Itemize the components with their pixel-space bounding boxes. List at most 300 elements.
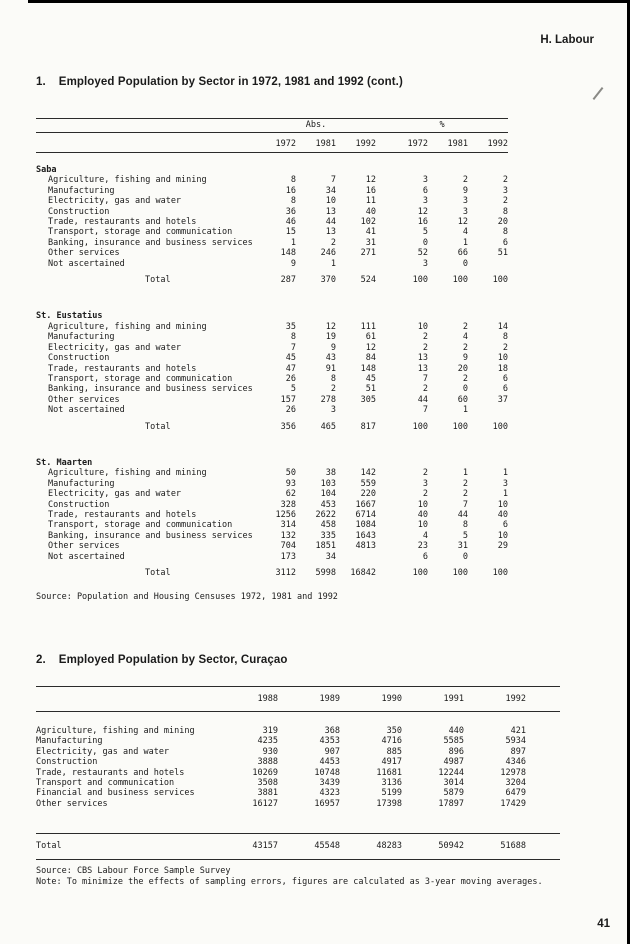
total-pct-1992: 100: [492, 568, 508, 578]
cell-abs-1992: 1667: [355, 499, 376, 510]
table-row: [36, 175, 508, 185]
cell-abs-1981: 19: [325, 332, 336, 343]
cell-abs-1981: 10: [325, 196, 336, 207]
row-label: Other services: [48, 248, 120, 259]
total-1992: 51688: [500, 841, 526, 852]
cell-abs-1992: 12: [365, 175, 376, 186]
row-label: Transport and communication: [36, 778, 175, 789]
cell-1988: 3881: [257, 788, 278, 799]
table2-rule-bottom: [36, 859, 560, 860]
cell-abs-1981: 104: [320, 489, 336, 500]
cell-abs-1972: 36: [285, 206, 296, 217]
table1-group-header-row: [36, 119, 508, 132]
cell-abs-1972: 26: [285, 405, 296, 416]
table-row: [36, 531, 508, 541]
cell-abs-1981: 44: [325, 217, 336, 228]
cell-pct-1972: 5: [422, 227, 428, 238]
cell-pct-1981: 31: [457, 541, 468, 552]
cell-1992: 17429: [500, 798, 526, 809]
cell-pct-1992: 1: [502, 468, 508, 479]
year-header-abs-1972: 1972: [275, 139, 296, 149]
cell-abs-1992: 271: [360, 248, 376, 259]
cell-1991: 12244: [438, 767, 464, 778]
cell-abs-1972: 9: [290, 258, 296, 269]
cell-pct-1992: 40: [497, 509, 508, 520]
row-label: Agriculture, fishing and mining: [48, 468, 207, 479]
cell-pct-1972: 7: [422, 405, 428, 416]
year-header-abs-1992: 1992: [355, 139, 376, 149]
year-header-abs-1981: 1981: [315, 139, 336, 149]
cell-abs-1992: 31: [365, 237, 376, 248]
cell-abs-1972: 1: [290, 237, 296, 248]
cell-pct-1972: 6: [422, 551, 428, 562]
table-row: [36, 500, 508, 510]
cell-abs-1981: 9: [330, 342, 336, 353]
cell-abs-1992: [336, 552, 376, 562]
row-label: Trade, restaurants and hotels: [48, 509, 197, 520]
cell-abs-1972: 704: [280, 541, 296, 552]
row-label: Agriculture, fishing and mining: [36, 726, 195, 736]
spacer-cell: [36, 119, 256, 132]
total-label: Total: [145, 275, 171, 286]
cell-1989: 10748: [314, 767, 340, 778]
row-label: Transport, storage and communication: [48, 373, 233, 384]
year-header-1988: 1988: [257, 694, 278, 704]
cell-abs-1992: 1643: [355, 530, 376, 541]
total-pct-1972: 100: [412, 568, 428, 578]
section-rows: [36, 322, 508, 416]
cell-abs-1981: 1: [330, 258, 336, 269]
cell-pct-1981: 1: [462, 405, 468, 416]
row-label: Manufacturing: [48, 478, 115, 489]
cell-abs-1981: 91: [325, 363, 336, 374]
cell-pct-1981: 2: [462, 321, 468, 332]
total-abs-1981: 370: [320, 275, 336, 286]
table-row: [36, 799, 526, 809]
total-1989: 45548: [314, 841, 340, 852]
cell-pct-1992: 37: [497, 394, 508, 405]
island-section: [36, 311, 508, 431]
table-row: [36, 384, 508, 394]
cell-pct-1992: 3: [502, 185, 508, 196]
table-row: [36, 405, 508, 415]
year-header-1990: 1990: [381, 694, 402, 704]
cell-abs-1972: 5: [290, 384, 296, 395]
row-label: Banking, insurance and business services: [48, 384, 253, 395]
table-row: [36, 541, 508, 551]
table1-title: [36, 76, 403, 88]
cell-abs-1981: 2622: [315, 509, 336, 520]
cell-pct-1992: 10: [497, 530, 508, 541]
cell-pct-1992: 20: [497, 217, 508, 228]
cell-1989: 907: [324, 746, 340, 757]
spacer-cell: [36, 136, 256, 152]
table-row: [36, 217, 508, 227]
cell-abs-1972: 47: [285, 363, 296, 374]
cell-abs-1972: 35: [285, 321, 296, 332]
total-abs-1972: 3112: [275, 568, 296, 578]
cell-abs-1972: 45: [285, 353, 296, 364]
total-abs-1992: 817: [360, 421, 376, 432]
cell-pct-1981: 1: [462, 237, 468, 248]
cell-pct-1992: 10: [497, 499, 508, 510]
total-1990: 48283: [376, 841, 402, 852]
row-label: Electricity, gas and water: [48, 342, 182, 353]
cell-abs-1981: 103: [320, 478, 336, 489]
cell-pct-1972: 6: [422, 185, 428, 196]
total-abs-1972: 287: [280, 275, 296, 286]
cell-pct-1992: 14: [497, 321, 508, 332]
cell-1992: 6479: [505, 788, 526, 799]
row-label: Construction: [48, 353, 110, 364]
cell-1992: 897: [510, 746, 526, 757]
cell-pct-1981: 3: [462, 196, 468, 207]
row-label: Manufacturing: [48, 332, 115, 343]
cell-abs-1981: 34: [325, 551, 336, 562]
island-section: [36, 165, 508, 285]
year-header-pct-1992: 1992: [487, 139, 508, 149]
cell-pct-1972: 3: [422, 478, 428, 489]
table1-body: [36, 153, 508, 578]
table2-rule-total-top: [36, 833, 560, 834]
cell-abs-1981: 453: [320, 499, 336, 510]
cell-1989: 4323: [319, 788, 340, 799]
cell-pct-1981: 0: [462, 551, 468, 562]
total-abs-1981: 5998: [315, 568, 336, 578]
cell-1988: 10269: [252, 767, 278, 778]
table1-source: Source: Population and Housing Censuses 1972, 1981 and 1992: [36, 592, 338, 602]
section-rows: [36, 468, 508, 562]
cell-1990: 3136: [381, 778, 402, 789]
cell-abs-1992: 220: [360, 489, 376, 500]
cell-pct-1972: 3: [422, 196, 428, 207]
cell-abs-1992: 40: [365, 206, 376, 217]
table-row: [36, 788, 526, 798]
table-row: [36, 227, 508, 237]
cell-pct-1992: 2: [502, 175, 508, 186]
cell-pct-1972: 2: [422, 384, 428, 395]
cell-1990: 350: [386, 726, 402, 736]
cell-pct-1972: 10: [417, 321, 428, 332]
cell-abs-1972: 8: [290, 332, 296, 343]
cell-abs-1992: 11: [365, 196, 376, 207]
cell-pct-1981: 2: [462, 489, 468, 500]
total-abs-1981: 465: [320, 421, 336, 432]
row-label: Manufacturing: [36, 736, 103, 747]
cell-abs-1972: 62: [285, 489, 296, 500]
cell-pct-1992: 3: [502, 478, 508, 489]
table-row: [36, 353, 508, 363]
cell-pct-1992: [468, 259, 508, 269]
cell-pct-1992: 6: [502, 237, 508, 248]
cell-abs-1972: 26: [285, 373, 296, 384]
cell-pct-1981: 9: [462, 185, 468, 196]
abs-group-header: Abs.: [305, 120, 327, 130]
cell-abs-1981: 278: [320, 394, 336, 405]
total-1991: 50942: [438, 841, 464, 852]
row-label: Construction: [48, 499, 110, 510]
cell-abs-1981: 43: [325, 353, 336, 364]
total-pct-1992: 100: [492, 275, 508, 286]
cell-pct-1981: 5: [462, 530, 468, 541]
table-row: [36, 259, 508, 269]
cell-abs-1992: [336, 259, 376, 269]
cell-abs-1992: [336, 405, 376, 415]
cell-1992: 12978: [500, 767, 526, 778]
cell-abs-1992: 12: [365, 342, 376, 353]
row-label: Trade, restaurants and hotels: [48, 363, 197, 374]
cell-pct-1992: [468, 405, 508, 415]
cell-abs-1992: 111: [360, 321, 376, 332]
cell-pct-1992: 6: [502, 373, 508, 384]
table2-body: [36, 712, 560, 809]
cell-abs-1992: 84: [365, 353, 376, 364]
table-row: [36, 186, 508, 196]
row-label: Not ascertained: [48, 405, 125, 416]
cell-1991: 5585: [443, 736, 464, 747]
cell-abs-1992: 1084: [355, 520, 376, 531]
cell-1992: 4346: [505, 757, 526, 768]
table-row: [36, 322, 508, 332]
year-header-pct-1972: 1972: [407, 139, 428, 149]
total-pct-1981: 100: [452, 421, 468, 432]
row-label: Not ascertained: [48, 551, 125, 562]
table1-number: 1.: [36, 76, 46, 88]
table2-title-text: Employed Population by Sector, Curaçao: [58, 654, 288, 666]
table-row: [36, 332, 508, 342]
total-pct-1981: 100: [452, 275, 468, 286]
row-label: Trade, restaurants and hotels: [36, 767, 185, 778]
year-header-pct-1981: 1981: [447, 139, 468, 149]
cell-abs-1992: 102: [360, 217, 376, 228]
cell-pct-1972: 40: [417, 509, 428, 520]
cell-1989: 4353: [319, 736, 340, 747]
cell-pct-1981: 4: [462, 332, 468, 343]
cell-pct-1972: 2: [422, 468, 428, 479]
cell-abs-1981: 13: [325, 206, 336, 217]
cell-pct-1992: 18: [497, 363, 508, 374]
cell-1989: 4453: [319, 757, 340, 768]
cell-pct-1972: 0: [422, 237, 428, 248]
total-pct-1992: 100: [492, 421, 508, 432]
total-row: [36, 422, 508, 432]
cell-pct-1972: 13: [417, 353, 428, 364]
cell-abs-1992: 4813: [355, 541, 376, 552]
cell-pct-1992: 8: [502, 227, 508, 238]
cell-1988: 3508: [257, 778, 278, 789]
cell-pct-1981: 8: [462, 520, 468, 531]
cell-pct-1981: 2: [462, 175, 468, 186]
row-label: Banking, insurance and business services: [48, 237, 253, 248]
table2-source: Source: CBS Labour Force Sample Survey: [36, 866, 231, 876]
cell-pct-1981: 1: [462, 468, 468, 479]
cell-pct-1981: 0: [462, 258, 468, 269]
cell-abs-1972: 46: [285, 217, 296, 228]
table-row: [36, 248, 508, 258]
cell-abs-1981: 7: [330, 175, 336, 186]
cell-pct-1992: 29: [497, 541, 508, 552]
cell-abs-1981: 34: [325, 185, 336, 196]
cell-abs-1992: 148: [360, 363, 376, 374]
cell-pct-1992: [468, 552, 508, 562]
cell-pct-1981: 2: [462, 373, 468, 384]
cell-abs-1981: 2: [330, 237, 336, 248]
table2-number: 2.: [36, 654, 46, 666]
cell-1988: 4235: [257, 736, 278, 747]
cell-abs-1981: 335: [320, 530, 336, 541]
cell-pct-1972: 52: [417, 248, 428, 259]
cell-pct-1992: 6: [502, 384, 508, 395]
section-name: St. Eustatius: [36, 311, 103, 322]
cell-pct-1992: 1: [502, 489, 508, 500]
cell-1990: 4917: [381, 757, 402, 768]
cell-abs-1992: 16: [365, 185, 376, 196]
cell-pct-1972: 10: [417, 499, 428, 510]
cell-pct-1972: 2: [422, 489, 428, 500]
cell-abs-1972: 50: [285, 468, 296, 479]
cell-pct-1992: 8: [502, 206, 508, 217]
cell-pct-1972: 13: [417, 363, 428, 374]
cell-pct-1992: 2: [502, 196, 508, 207]
cell-pct-1972: 4: [422, 530, 428, 541]
cell-abs-1992: 45: [365, 373, 376, 384]
row-label: Construction: [48, 206, 110, 217]
cell-abs-1972: 7: [290, 342, 296, 353]
cell-1990: 885: [386, 746, 402, 757]
table-row: [36, 395, 508, 405]
cell-abs-1992: 61: [365, 332, 376, 343]
scan-mark: [593, 87, 604, 100]
total-abs-1992: 16842: [350, 568, 376, 578]
total-pct-1972: 100: [412, 421, 428, 432]
cell-1991: 5879: [443, 788, 464, 799]
table-row: [36, 510, 508, 520]
cell-pct-1992: 10: [497, 353, 508, 364]
cell-pct-1972: 7: [422, 373, 428, 384]
cell-abs-1972: 157: [280, 394, 296, 405]
total-abs-1992: 524: [360, 275, 376, 286]
table-row: [36, 479, 508, 489]
cell-1992: 421: [510, 726, 526, 736]
row-label: Trade, restaurants and hotels: [48, 217, 197, 228]
table-row: [36, 196, 508, 206]
cell-abs-1992: 305: [360, 394, 376, 405]
cell-abs-1972: 1256: [275, 509, 296, 520]
cell-1990: 4716: [381, 736, 402, 747]
cell-abs-1981: 2: [330, 384, 336, 395]
pct-group-header: %: [439, 120, 445, 130]
total-abs-1972: 356: [280, 421, 296, 432]
section-rows: [36, 175, 508, 269]
cell-1988: 930: [262, 746, 278, 757]
cell-abs-1981: 8: [330, 373, 336, 384]
cell-abs-1981: 13: [325, 227, 336, 238]
cell-pct-1981: 12: [457, 217, 468, 228]
cell-pct-1992: 2: [502, 342, 508, 353]
row-label: Transport, storage and communication: [48, 227, 233, 238]
row-label: Construction: [36, 757, 98, 768]
chapter-header: H. Labour: [540, 34, 594, 46]
total-label: Total: [145, 568, 171, 578]
table1-year-header-row: [36, 133, 508, 152]
cell-abs-1972: 314: [280, 520, 296, 531]
cell-pct-1972: 2: [422, 342, 428, 353]
cell-abs-1992: 6714: [355, 509, 376, 520]
cell-pct-1981: 20: [457, 363, 468, 374]
cell-pct-1981: 44: [457, 509, 468, 520]
table-row: [36, 238, 508, 248]
cell-abs-1972: 93: [285, 478, 296, 489]
cell-1990: 5199: [381, 788, 402, 799]
cell-abs-1972: 15: [285, 227, 296, 238]
cell-1990: 17398: [376, 798, 402, 809]
cell-pct-1981: 9: [462, 353, 468, 364]
total-row: [36, 275, 508, 285]
row-label: Banking, insurance and business services: [48, 530, 253, 541]
cell-abs-1972: 8: [290, 175, 296, 186]
row-label: Transport, storage and communication: [48, 520, 233, 531]
total-label: Total: [145, 421, 171, 432]
table-row: [36, 343, 508, 353]
cell-pct-1972: 2: [422, 332, 428, 343]
cell-1988: 319: [262, 726, 278, 736]
cell-pct-1972: 12: [417, 206, 428, 217]
cell-abs-1972: 328: [280, 499, 296, 510]
cell-1989: 3439: [319, 778, 340, 789]
table-row: [36, 552, 508, 562]
cell-pct-1981: 0: [462, 384, 468, 395]
cell-abs-1981: 12: [325, 321, 336, 332]
cell-pct-1972: 16: [417, 217, 428, 228]
cell-1989: 368: [324, 726, 340, 736]
row-label: Other services: [48, 394, 120, 405]
cell-pct-1981: 2: [462, 478, 468, 489]
cell-1991: 17897: [438, 798, 464, 809]
cell-abs-1972: 173: [280, 551, 296, 562]
cell-pct-1992: 51: [497, 248, 508, 259]
cell-1991: 3014: [443, 778, 464, 789]
row-label: Agriculture, fishing and mining: [48, 321, 207, 332]
row-label: Electricity, gas and water: [48, 196, 182, 207]
table-row: [36, 726, 526, 736]
table1-title-text: Employed Population by Sector in 1972, 1981 and 1992 (cont.): [58, 76, 403, 88]
total-row: [36, 568, 508, 578]
row-label: Electricity, gas and water: [36, 746, 170, 757]
cell-abs-1981: 1851: [315, 541, 336, 552]
cell-pct-1992: 8: [502, 332, 508, 343]
section-name: St. Maarten: [36, 457, 93, 468]
row-label: Not ascertained: [48, 258, 125, 269]
table-row: [36, 489, 508, 499]
cell-abs-1992: 559: [360, 478, 376, 489]
cell-pct-1981: 4: [462, 227, 468, 238]
table-row: [36, 757, 526, 767]
row-label: Agriculture, fishing and mining: [48, 175, 207, 186]
cell-1988: 3888: [257, 757, 278, 768]
cell-1989: 16957: [314, 798, 340, 809]
cell-1988: 16127: [252, 798, 278, 809]
total-row: [36, 841, 526, 851]
cell-pct-1981: 2: [462, 342, 468, 353]
cell-pct-1981: 3: [462, 206, 468, 217]
table-2: [36, 684, 560, 860]
cell-pct-1972: 3: [422, 175, 428, 186]
cell-1992: 5934: [505, 736, 526, 747]
cell-pct-1992: 6: [502, 520, 508, 531]
table-1: [36, 116, 508, 604]
table-row: [36, 768, 526, 778]
cell-pct-1972: 23: [417, 541, 428, 552]
